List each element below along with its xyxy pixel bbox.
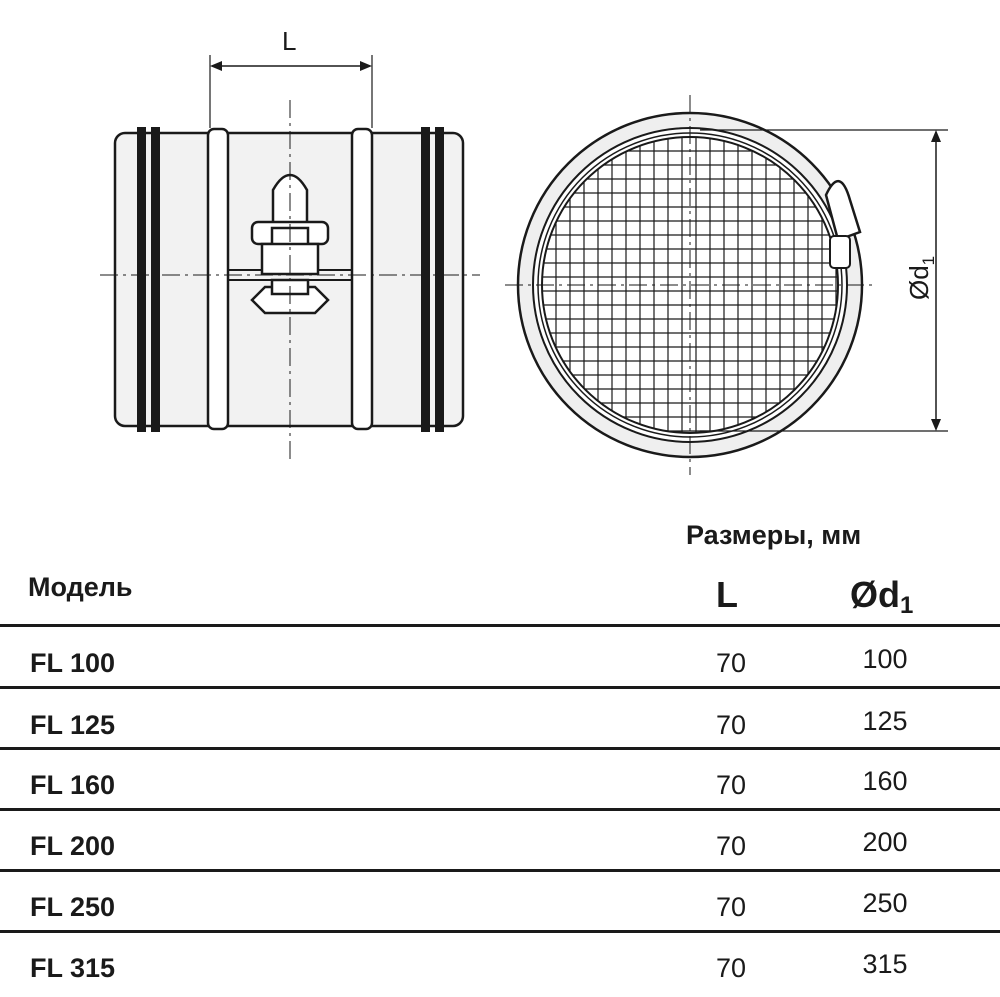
dim-L-label: L xyxy=(282,26,297,56)
cell-model: FL 160 xyxy=(30,770,116,800)
cell-model: FL 250 xyxy=(30,892,116,922)
cell-d1: 160 xyxy=(862,766,908,796)
cell-L: 70 xyxy=(715,648,747,678)
cell-model: FL 100 xyxy=(30,648,116,678)
table-row xyxy=(0,690,1000,750)
cell-L: 70 xyxy=(715,770,747,800)
table-row xyxy=(0,628,1000,688)
cell-d1: 125 xyxy=(862,706,908,736)
cell-d1: 200 xyxy=(862,827,908,857)
front-view xyxy=(505,95,948,475)
dim-d1-label: $Ød_1$ xyxy=(904,255,938,300)
column-header-model: Модель xyxy=(28,572,133,602)
cell-model: FL 200 xyxy=(30,831,116,861)
column-header-L: L xyxy=(716,574,738,615)
sizes-title: Размеры, мм xyxy=(686,520,862,550)
cell-L: 70 xyxy=(715,953,747,983)
header-divider xyxy=(0,624,1000,627)
cell-L: 70 xyxy=(715,892,747,922)
table-row xyxy=(0,750,1000,810)
table-row xyxy=(0,933,1000,993)
cell-d1: 250 xyxy=(862,888,908,918)
cell-d1: 315 xyxy=(862,949,908,979)
cell-d1: 100 xyxy=(862,644,908,674)
cell-model: FL 125 xyxy=(30,710,116,740)
row-divider xyxy=(0,686,1000,689)
cell-L: 70 xyxy=(715,831,747,861)
cell-L: 70 xyxy=(715,710,747,740)
table-row xyxy=(0,872,1000,932)
cell-model: FL 315 xyxy=(30,953,116,983)
side-view xyxy=(100,55,480,460)
table-row xyxy=(0,811,1000,871)
column-header-d1: $Ød_1$ xyxy=(850,574,914,619)
